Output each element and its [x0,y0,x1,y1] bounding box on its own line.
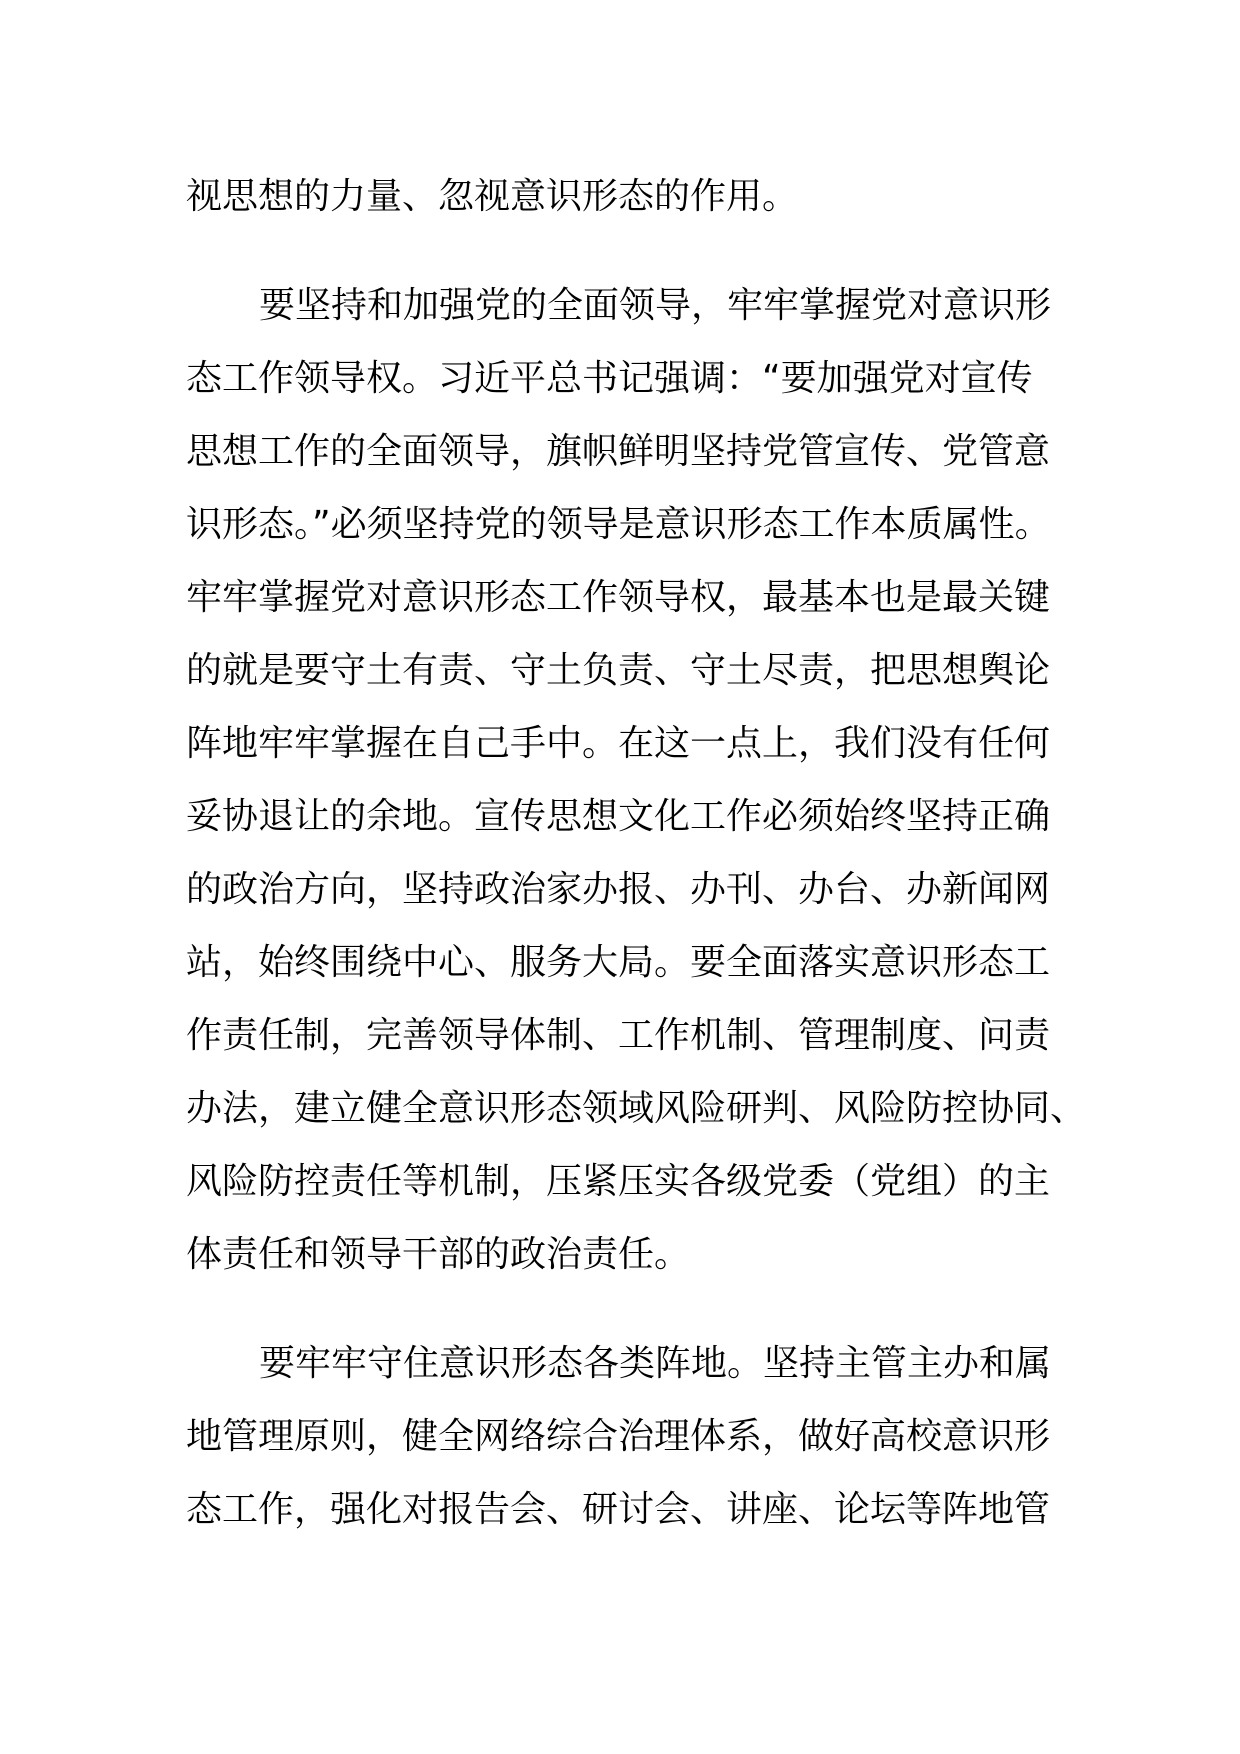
text-line: 站，始终围绕中心、服务大局。要全面落实意识形态工 [186,942,1051,983]
text-line: 思想工作的全面领导，旗帜鲜明坚持党管宣传、党管意 [186,431,1051,472]
text-line: 识形态。”必须坚持党的领导是意识形态工作本质属性。 [186,504,1051,545]
text-line: 体责任和领导干部的政治责任。 [186,1234,691,1275]
text-line: 地管理原则，健全网络综合治理体系，做好高校意识形 [186,1416,1051,1457]
text-line: 风险防控责任等机制，压紧压实各级党委（党组）的主 [186,1161,1051,1202]
text-line: 态工作领导权。习近平总书记强调：“要加强党对宣传 [186,358,1033,399]
text-line: 要牢牢守住意识形态各类阵地。坚持主管主办和属 [259,1343,1052,1384]
body-text [186,160,1087,1546]
text-line: 的就是要守土有责、守土负责、守土尽责，把思想舆论 [186,650,1051,691]
paragraph-3 [186,1327,1066,1546]
text-line: 妥协退让的余地。宣传思想文化工作必须始终坚持正确 [186,796,1051,837]
text-line: 作责任制，完善领导体制、工作机制、管理制度、问责 [186,1015,1051,1056]
text-line: 阵地牢牢掌握在自己手中。在这一点上，我们没有任何 [186,723,1051,764]
text-line: 要坚持和加强党的全面领导，牢牢掌握党对意识形 [259,285,1052,326]
paragraph-spacing [186,233,1066,269]
text-line: 办法，建立健全意识形态领域风险研判、风险防控协同、 [186,1088,1087,1129]
text-line: 视思想的力量、忽视意识形态的作用。 [186,176,799,217]
paragraph-1 [186,160,1066,233]
text-line: 的政治方向，坚持政治家办报、办刊、办台、办新闻网 [186,869,1051,910]
text-line: 牢牢掌握党对意识形态工作领导权，最基本也是最关键 [186,577,1051,618]
text-line: 态工作，强化对报告会、研讨会、讲座、论坛等阵地管 [186,1489,1051,1530]
paragraph-spacing [186,1291,1066,1327]
paragraph-2 [186,269,1087,1291]
